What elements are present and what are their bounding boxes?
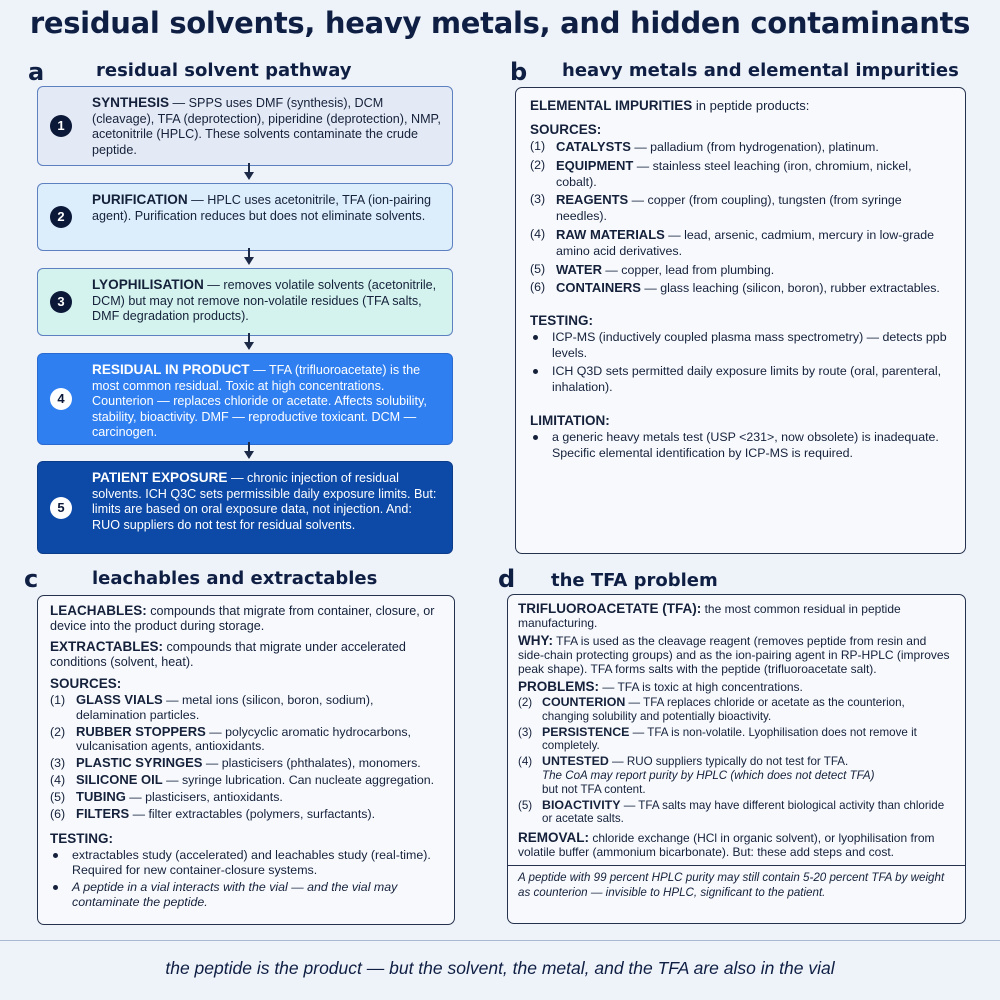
step-head: PATIENT EXPOSURE [92,470,228,485]
flow-arrow-icon [244,342,254,350]
tfa-removal: REMOVAL: chloride exchange (HCl in organic solvent), or lyophilisation from volatile buffer (ammonium bicarbonate). But: these add steps and cost. [518,830,935,860]
testing-label: TESTING: [50,831,113,847]
lead-text: ELEMENTAL IMPURITIES in peptide products: [530,98,810,113]
sources-label: SOURCES: [50,676,122,691]
testing-label: TESTING: [530,313,593,329]
list-item: (6) FILTERS — filter extractables (polymers, surfactants). [50,805,376,821]
tfa-note: A peptide with 99 percent HPLC purity may still contain 5-20 percent TFA by weight as counterion — invisible to HPLC, significant to the patient. [508,865,965,900]
list-item: (5) TUBING — plasticisers, antioxidants. [50,788,283,804]
step-head: SYNTHESIS [92,95,170,110]
extractables-def: EXTRACTABLES: compounds that migrate under accelerated conditions (solvent, heat). [50,639,406,669]
step-text: — SPPS uses DMF (synthesis), DCM (cleavage), TFA (deprotection), piperidine (deprotection), NMP, acetonitrile (HPLC). These solvents contaminate the crude peptide. [92,96,441,157]
tfa-problems: PROBLEMS: — TFA is toxic at high concentrations. [518,679,803,694]
sources-label: SOURCES: [530,122,602,137]
list-item: (1) CATALYSTS — palladium (from hydrogenation), platinum. [530,139,879,154]
panel-c-heading: leachables and extractables [92,568,378,589]
step-number: 2 [50,206,72,228]
list-item: ICP-MS (inductively coupled plasma mass spectrometry) — detects ppb levels. [530,330,951,362]
panel-c-letter: c [24,565,39,593]
step-text: — removes volatile solvents (acetonitrile, DCM) but may not remove non-volatile residues (TFA salts, DMF degradation products). [92,278,437,324]
step-lyophilisation [37,268,453,336]
limitation-label: LIMITATION: [530,413,610,429]
note-item: A peptide in a vial interacts with the vial — and the vial may contaminate the peptide. [50,880,442,910]
step-patient-exposure [37,461,453,554]
leachables-def: LEACHABLES: compounds that migrate from container, closure, or device into the product during storage. [50,603,435,633]
tfa-box [507,594,966,924]
list-item: (5) WATER — copper, lead from plumbing. [530,261,775,277]
list-item: (4) SILICONE OIL — syringe lubrication. Can nucleate aggregation. [50,771,435,787]
step-head: PURIFICATION [92,192,188,207]
flow-arrow-icon [244,172,254,180]
step-synthesis [37,86,453,166]
step-head: RESIDUAL IN PRODUCT [92,362,250,377]
step-number: 3 [50,291,72,313]
step-text: — TFA (trifluoroacetate) is the most common residual. Toxic at high concentrations. Counterion — replaces chloride or acetate. Affects solubility, stability, bioactivity. DMF — reproductive toxicant. DCM — carcinogen. [92,363,427,440]
panel-b-heading: heavy metals and elemental impurities [562,60,959,81]
tfa-lead: TRIFLUOROACETATE (TFA): the most common residual in peptide manufacturing. [518,601,901,630]
list-item: (4) UNTESTED — RUO suppliers typically do not test for TFA. The CoA may report purity by HPLC (which does not detect TFA) but not TFA content. [518,754,875,796]
step-purification [37,183,453,251]
list-item: ICH Q3D sets permitted daily exposure limits by route (oral, parenteral, inhalation). [530,364,951,396]
flow-arrow-icon [244,257,254,265]
step-number: 1 [50,115,72,137]
panel-a-heading: residual solvent pathway [96,60,352,81]
leachables-box [37,595,455,925]
panel-d-letter: d [498,565,516,593]
step-head: LYOPHILISATION [92,277,204,292]
list-item: (2) COUNTERION — TFA replaces chloride or acetate as the counterion, changing solubility and potentially bioactivity. [518,695,905,723]
page-title: residual solvents, heavy metals, and hidden contaminants [29,6,971,40]
heavy-metals-box [515,87,966,554]
list-item: (1) GLASS VIALS — metal ions (silicon, boron, sodium), delamination particles. [50,692,374,722]
tfa-why: WHY: TFA is used as the cleavage reagent (removes peptide from resin and side-chain protecting groups) and as the ion-pairing agent in RP-HPLC (improves peak shape). TFA forms salts with the peptide (trifluoroacetate salt). [518,633,950,676]
list-item: extractables study (accelerated) and leachables study (real-time). Required for new container-closure systems. [50,848,442,878]
step-number: 4 [50,388,72,410]
list-item: (5) BIOACTIVITY — TFA salts may have different biological activity than chloride or acetate salts. [518,797,945,826]
panel-b-letter: b [510,58,528,86]
panel-d-heading: the TFA problem [551,570,718,591]
list-item: (3) PERSISTENCE — TFA is non-volatile. Lyophilisation does not remove it completely. [518,724,917,753]
step-number: 5 [50,497,72,519]
step-text: — HPLC uses acetonitrile, TFA (ion-pairing agent). Purification reduces but does not eliminate solvents. [92,193,432,223]
list-item: (2) RUBBER STOPPERS — polycyclic aromatic hydrocarbons, vulcanisation agents, antioxidants. [50,723,412,754]
list-item: (3) PLASTIC SYRINGES — plasticisers (phthalates), monomers. [50,755,421,771]
list-item: a generic heavy metals test (USP <231>, now obsolete) is inadequate. Specific elemental identification by ICP-MS is required. [530,430,951,462]
step-residual-in-product [37,353,453,445]
footer-divider [0,940,1000,941]
list-item: (6) CONTAINERS — glass leaching (silicon, boron), rubber extractables. [530,280,940,296]
list-item: (3) REAGENTS — copper (from coupling), tungsten (from syringe needles). [530,192,902,224]
list-item: (4) RAW MATERIALS — lead, arsenic, cadmium, mercury in low-grade amino acid derivatives. [530,226,935,258]
footer-caption: the peptide is the product — but the solvent, the metal, and the TFA are also in the vial [165,958,835,978]
panel-a-letter: a [28,58,45,86]
list-item: (2) EQUIPMENT — stainless steel leaching (iron, chromium, nickel, cobalt). [530,157,912,189]
flow-arrow-icon [244,451,254,459]
step-text: — chronic injection of residual solvents. ICH Q3C sets permissible daily exposure limits. But: limits are based on oral exposure data, not injection. And: RUO suppliers do not test for residual solvents. [92,471,437,532]
